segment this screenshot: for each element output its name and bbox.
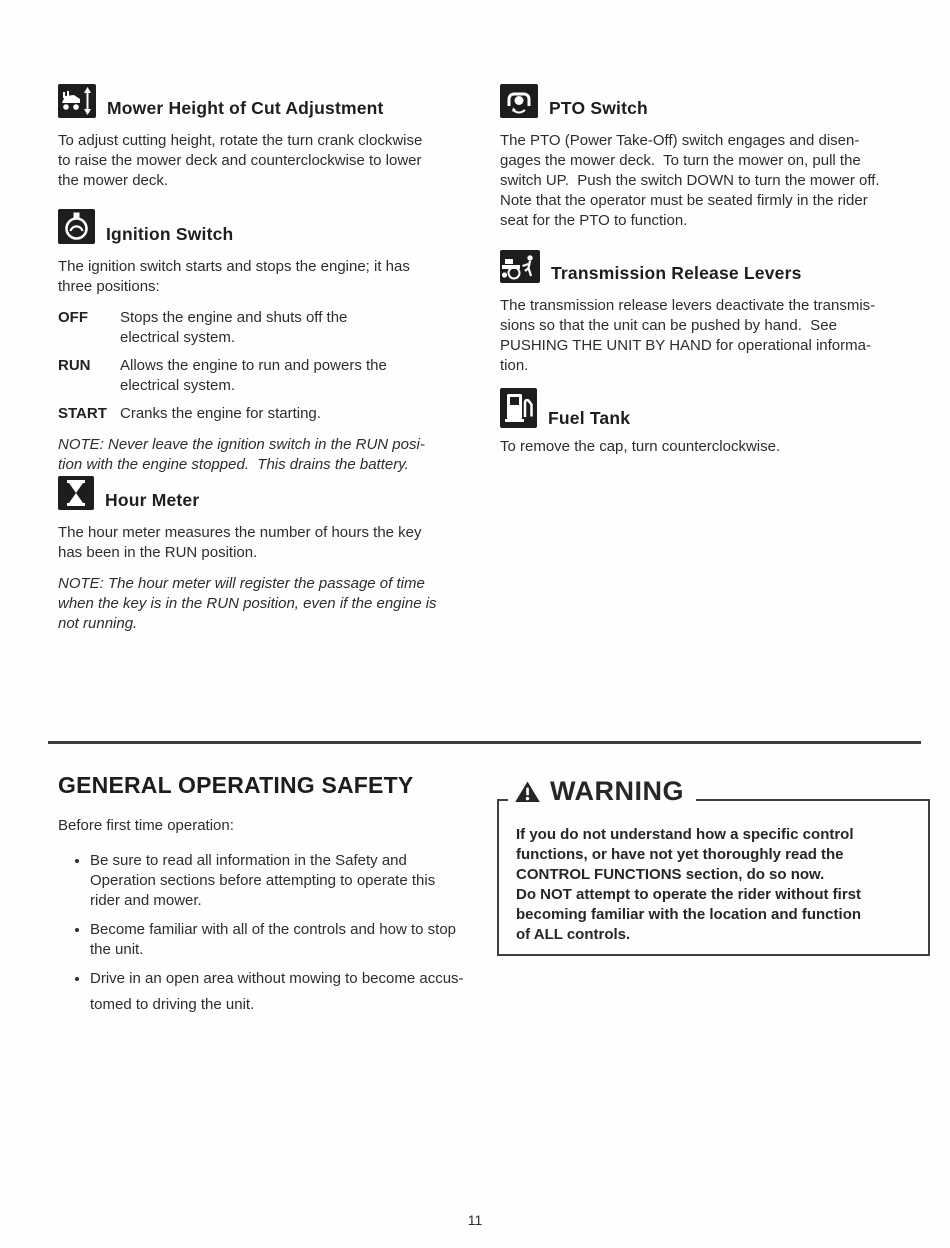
section-pto-switch xyxy=(500,84,932,231)
section-body: To adjust cutting height, rotate the turn crank clockwise to raise the mower deck and counterclockwise to lower the mower deck. xyxy=(58,132,423,189)
section-ignition-switch xyxy=(58,209,480,475)
section-title: Mower Height of Cut Adjustment xyxy=(107,97,384,118)
transmission-release-icon xyxy=(500,250,540,283)
safety-bullet: • Be sure to read all information in the Safety and Operation sections before attempting to operate this rider and mower. xyxy=(90,851,496,911)
warning-header xyxy=(508,778,696,805)
section-divider xyxy=(48,741,921,744)
safety-title: GENERAL OPERATING SAFETY xyxy=(58,772,414,798)
safety-bullet: • Drive in an open area without mowing to become accus- tomed to driving the unit. xyxy=(90,969,496,1015)
section-header xyxy=(500,84,932,118)
section-header xyxy=(500,388,932,428)
warning-triangle-icon xyxy=(514,780,541,804)
section-body: The hour meter measures the number of hours the key has been in the RUN position. xyxy=(58,524,422,561)
safety-intro: Before first time operation: xyxy=(58,817,234,834)
mower-height-icon xyxy=(58,84,96,118)
ignition-switch-icon xyxy=(58,209,95,244)
section-title: PTO Switch xyxy=(549,97,648,118)
section-note: NOTE: Never leave the ignition switch in the RUN posi- tion with the engine stopped. This drains the battery. xyxy=(58,436,425,473)
position-term: START xyxy=(58,405,107,422)
section-body: To remove the cap, turn counterclockwise. xyxy=(500,438,781,455)
warning-body: If you do not understand how a specific control functions, or have not yet thoroughly read the CONTROL FUNCTIONS section, do so now. Do NOT attempt to operate the rider without first becoming familiar with the location and function of ALL controls. xyxy=(516,826,862,943)
ignition-positions xyxy=(58,308,480,424)
hour-meter-icon xyxy=(58,476,94,510)
section-title: Fuel Tank xyxy=(548,407,631,428)
section-title: Transmission Release Levers xyxy=(551,262,802,283)
safety-bullet: • Become familiar with all of the controls and how to stop the unit. xyxy=(90,920,496,960)
section-header xyxy=(58,476,480,510)
pto-switch-icon xyxy=(500,84,538,118)
page-number: 11 xyxy=(467,1212,483,1228)
ignition-position-off xyxy=(58,308,480,348)
section-transmission-release xyxy=(500,250,932,376)
section-intro: The ignition switch starts and stops the engine; it has three positions: xyxy=(58,258,410,295)
warning-title: WARNING xyxy=(550,776,684,806)
safety-bullet-list xyxy=(58,851,496,1015)
fuel-tank-icon xyxy=(500,388,537,428)
position-desc: Stops the engine and shuts off the electrical system. xyxy=(120,309,348,346)
ignition-position-run xyxy=(58,356,480,396)
section-general-operating-safety xyxy=(58,772,496,1024)
position-desc: Allows the engine to run and powers the electrical system. xyxy=(120,357,387,394)
position-desc: Cranks the engine for starting. xyxy=(120,405,321,422)
section-title: Hour Meter xyxy=(105,489,200,510)
warning-box xyxy=(497,776,930,956)
section-mower-height xyxy=(58,84,480,191)
section-note: NOTE: The hour meter will register the passage of time when the key is in the RUN position, even if the engine is not running. xyxy=(58,575,437,632)
section-header xyxy=(58,209,480,244)
section-header xyxy=(58,84,480,118)
position-term: OFF xyxy=(58,309,88,326)
section-hour-meter xyxy=(58,476,480,634)
section-body: The transmission release levers deactivate the transmis- sions so that the unit can be pushed by hand. See PUSHING THE UNIT BY HAND for operational informa- tion. xyxy=(500,297,876,374)
position-term: RUN xyxy=(58,357,91,374)
ignition-position-start xyxy=(58,404,480,424)
section-title: Ignition Switch xyxy=(106,223,234,244)
section-body: The PTO (Power Take-Off) switch engages and disen- gages the mower deck. To turn the mower on, pull the switch UP. Push the switch DOWN to turn the mower off. Note that the operator must be seated firmly in the rider seat for the PTO to function. xyxy=(500,132,880,229)
section-fuel-tank xyxy=(500,388,932,457)
section-header xyxy=(500,250,932,283)
